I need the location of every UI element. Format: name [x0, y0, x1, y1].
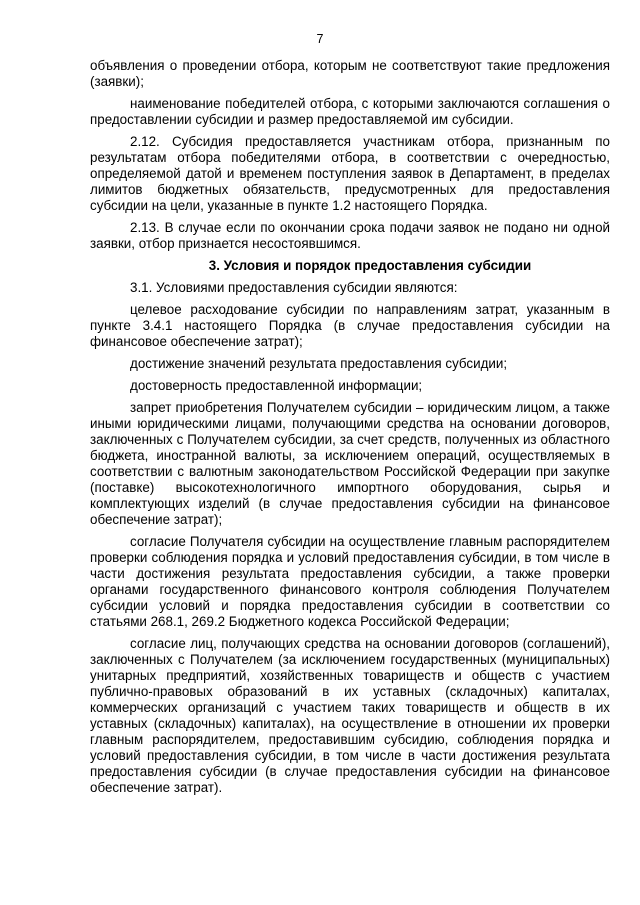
paragraph-continuation: объявления о проведении отбора, которым не соответствуют такие предложения (заявки);	[90, 58, 610, 89]
list-item: согласие Получателя субсидии на осуществление главным распорядителем проверки соблюдения порядка и условий предоставления субсидии, в том числе в части достижения результата предоставления субсидии, а также проверки органами государственного финансового контроля соблюдения Получателем субсидии условий и порядка предоставления субсидии в соответствии со статьями 268.1, 269.2 Бюджетного кодекса Российской Федерации;	[90, 534, 610, 629]
paragraph-3-1: 3.1. Условиями предоставления субсидии являются:	[130, 280, 458, 295]
document-body	[90, 58, 610, 802]
page-number: 7	[316, 32, 324, 46]
list-item: целевое расходование субсидии по направлениям затрат, указанным в пункте 3.4.1 настоящего Порядка (в случае предоставления субсидии на финансовое обеспечение затрат);	[90, 302, 610, 349]
list-item: согласие лиц, получающих средства на основании договоров (соглашений), заключенных с Получателем (за исключением государственных (муниципальных) унитарных предприятий, хозяйственных товариществ и обществ с участием публично-правовых образований в их уставных (складочных) капиталах, коммерческих организаций с участием таких товариществ и обществ в их уставных (складочных) капиталах), на осуществление в отношении их проверки главным распорядителем, предоставившим субсидию, соблюдения порядка и условий предоставления субсидии, в том числе в части достижения результата предоставления субсидии (в случае предоставления субсидии на финансовое обеспечение затрат).	[90, 636, 610, 795]
paragraph-2-13: 2.13. В случае если по окончании срока подачи заявок не подано ни одной заявки, отбор признается несостоявшимся.	[90, 220, 610, 251]
list-item: достижение значений результата предоставления субсидии;	[130, 356, 508, 371]
paragraph: наименование победителей отбора, с которыми заключаются соглашения о предоставлении субсидии и размер предоставляемой им субсидии.	[90, 96, 610, 127]
paragraph-2-12: 2.12. Субсидия предоставляется участникам отбора, признанным по результатам отбора победителями отбора, в соответствии с очередностью, определяемой датой и временем поступления заявок в Департамент, в пределах лимитов бюджетных обязательств, предусмотренных для предоставления субсидии на цели, указанные в пункте 1.2 настоящего Порядка.	[90, 134, 610, 213]
list-item: запрет приобретения Получателем субсидии – юридическим лицом, а также иными юридическими лицами, получающими средства на основании договоров, заключенных с Получателем субсидии, за счет средств, полученных из областного бюджета, иностранной валюты, за исключением операций, осуществляемых в соответствии с валютным законодательством Российской Федерации при закупке (поставке) высокотехнологичного импортного оборудования, сырья и комплектующих изделий (в случае предоставления субсидии на финансовое обеспечение затрат);	[90, 400, 610, 527]
section-heading: 3. Условия и порядок предоставления субсидии	[208, 258, 532, 273]
list-item: достоверность предоставленной информации;	[130, 378, 423, 393]
